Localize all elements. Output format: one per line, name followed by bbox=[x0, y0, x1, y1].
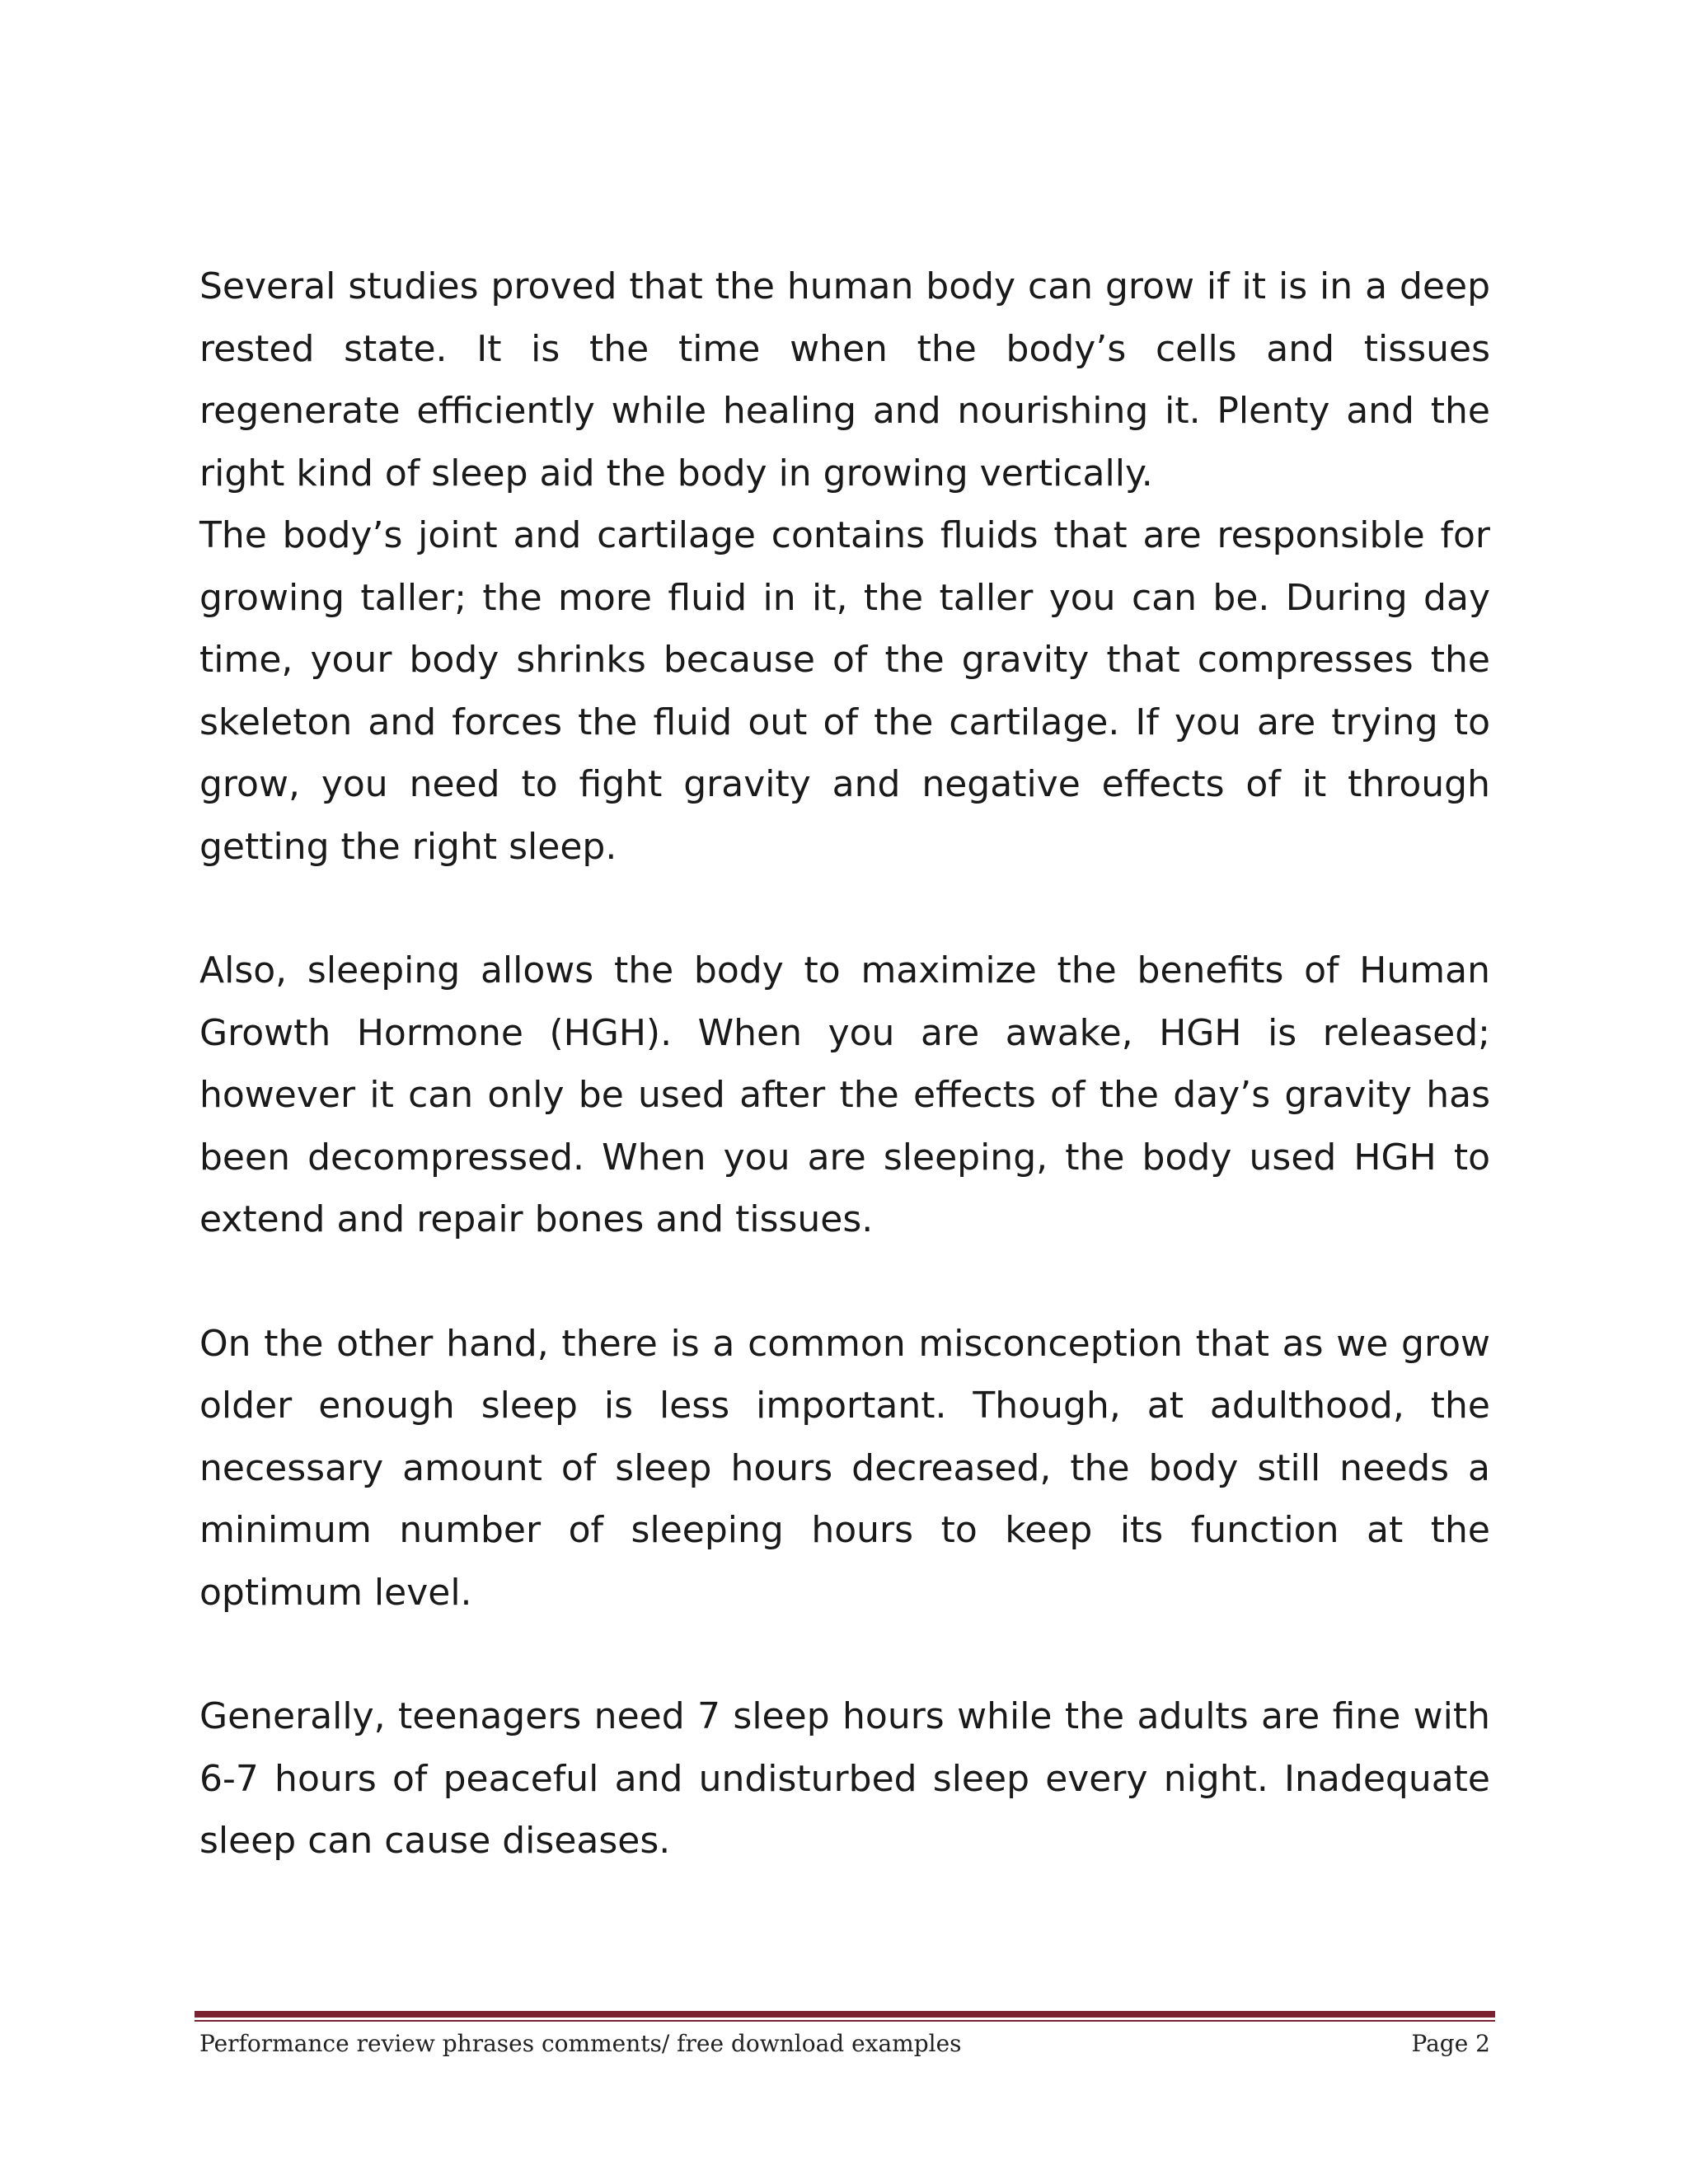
footer-rule-thick bbox=[195, 2011, 1495, 2018]
footer-rule-thin bbox=[195, 2020, 1495, 2022]
paragraph-misconception: On the other hand, there is a common misconception that as we grow older enough sleep is less important. Though, at adulthood, the necessary amount of sleep hours decreased, the body still needs a minimum number of sleeping hours to keep its function at the optimum level. bbox=[199, 1322, 1490, 1614]
footer-caption: Performance review phrases comments/ free download examples bbox=[199, 2030, 962, 2057]
paragraph-growth-rest: Several studies proved that the human body can grow if it is in a deep rested state. It is the time when the body’s cells and tissues regenerate efficiently while healing and nourishing it. Plenty and the right kind of sleep aid the body in growing vertically. bbox=[199, 265, 1490, 494]
page-footer bbox=[199, 2027, 1490, 2060]
paragraph-hgh: Also, sleeping allows the body to maximize the benefits of Human Growth Hormone (HGH). When you are awake, HGH is released; however it can only be used after the effects of the day’s gravity has been decompressed. When you are sleeping, the body used HGH to extend and repair bones and tissues. bbox=[199, 949, 1490, 1240]
paragraph-sleep-hours: Generally, teenagers need 7 sleep hours while the adults are fine with 6-7 hours of peaceful and undisturbed sleep every night. Inadequate sleep can cause diseases. bbox=[199, 1695, 1490, 1862]
body-text bbox=[199, 255, 1490, 1872]
page-number: Page 2 bbox=[1411, 2030, 1490, 2057]
paragraph-cartilage-fluid: The body’s joint and cartilage contains fluids that are responsible for growing taller; the more fluid in it, the taller you can be. During day time, your body shrinks because of the gravity that compresses the skeleton and forces the fluid out of the cartilage. If you are trying to grow, you need to fight gravity and negative effects of it through getting the right sleep. bbox=[199, 514, 1490, 868]
